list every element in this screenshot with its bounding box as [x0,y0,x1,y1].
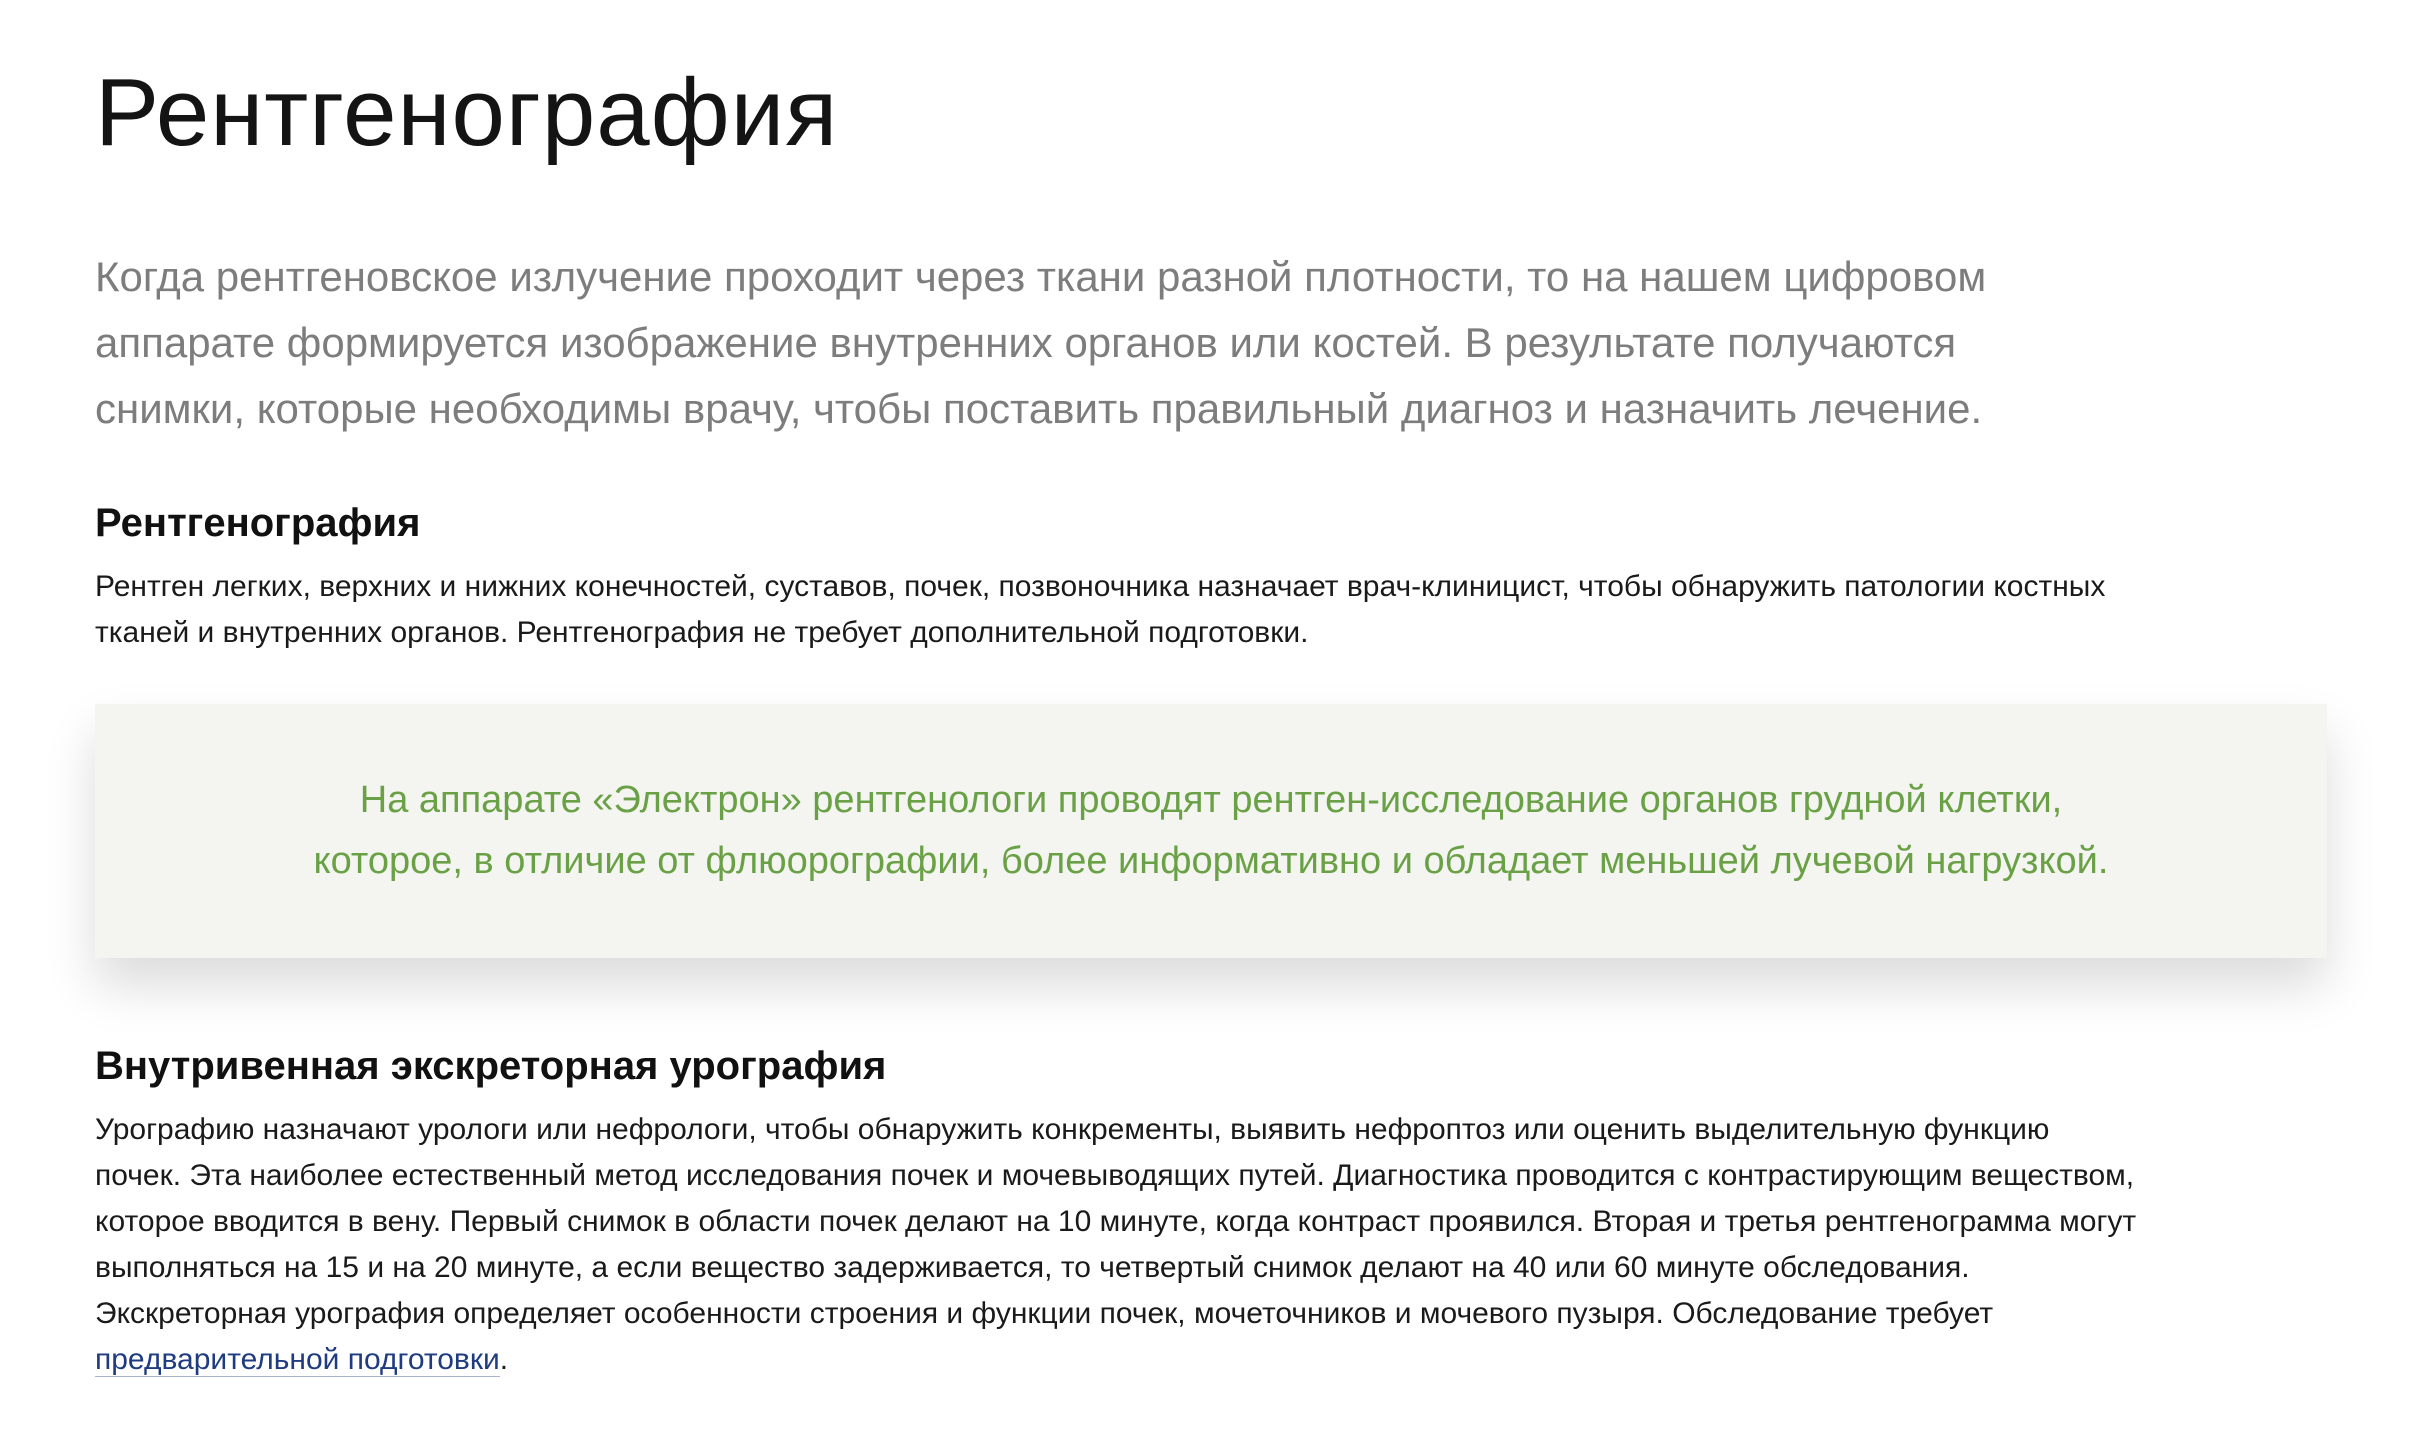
link-suffix: . [499,1343,509,1376]
highlight-line: которое, в отличие от флюорографии, более информативно и обладает меньшей лучевой нагрузкой. [313,840,2109,882]
text-line: тканей и внутренних органов. Рентгенография не требует дополнительной подготовки. [95,616,1309,649]
section-text-radiography [95,564,2325,656]
lead-line: снимки, которые необходимы врачу, чтобы поставить правильный диагноз и назначить лечение. [95,385,1983,432]
section-text-urography [95,1107,2325,1383]
highlight-text [95,770,2327,892]
text-line: выполняться на 15 и на 20 минуте, а если вещество задерживается, то четвертый снимок делают на 40 или 60 минуте обследования. [95,1251,1970,1284]
text-line: Урографию назначают урологи или нефрологи, чтобы обнаружить конкременты, выявить нефроптоз или оценить выделительную функцию [95,1113,2050,1146]
section-title-radiography: Рентгенография [95,501,421,545]
preparation-link[interactable]: предварительной подготовки [95,1343,500,1376]
text-line: Рентген легких, верхних и нижних конечностей, суставов, почек, позвоночника назначает врач-клиницист, чтобы обнаружить патологии костных [95,570,2106,603]
text-line: почек. Эта наиболее естественный метод исследования почек и мочевыводящих путей. Диагностика проводится с контрастирующим веществом, [95,1159,2135,1192]
lead-line: Когда рентгеновское излучение проходит через ткани разной плотности, то на нашем цифровом [95,253,1987,300]
section-title-urography: Внутривенная экскреторная урография [95,1044,887,1088]
text-line: которое вводится в вену. Первый снимок в области почек делают на 10 минуте, когда контраст проявился. Вторая и третья рентгенограмма могут [95,1205,2137,1238]
text-line: Экскреторная урография определяет особенности строения и функции почек, мочеточников и мочевого пузыря. Обследование требует [95,1297,1994,1330]
page-title: Рентгенография [95,59,839,166]
lead-paragraph [95,244,2325,442]
lead-line: аппарате формируется изображение внутренних органов или костей. В результате получаются [95,319,1957,366]
text-line [95,1337,2325,1383]
highlight-line: На аппарате «Электрон» рентгенологи проводят рентген-исследование органов грудной клетки, [359,779,2063,821]
